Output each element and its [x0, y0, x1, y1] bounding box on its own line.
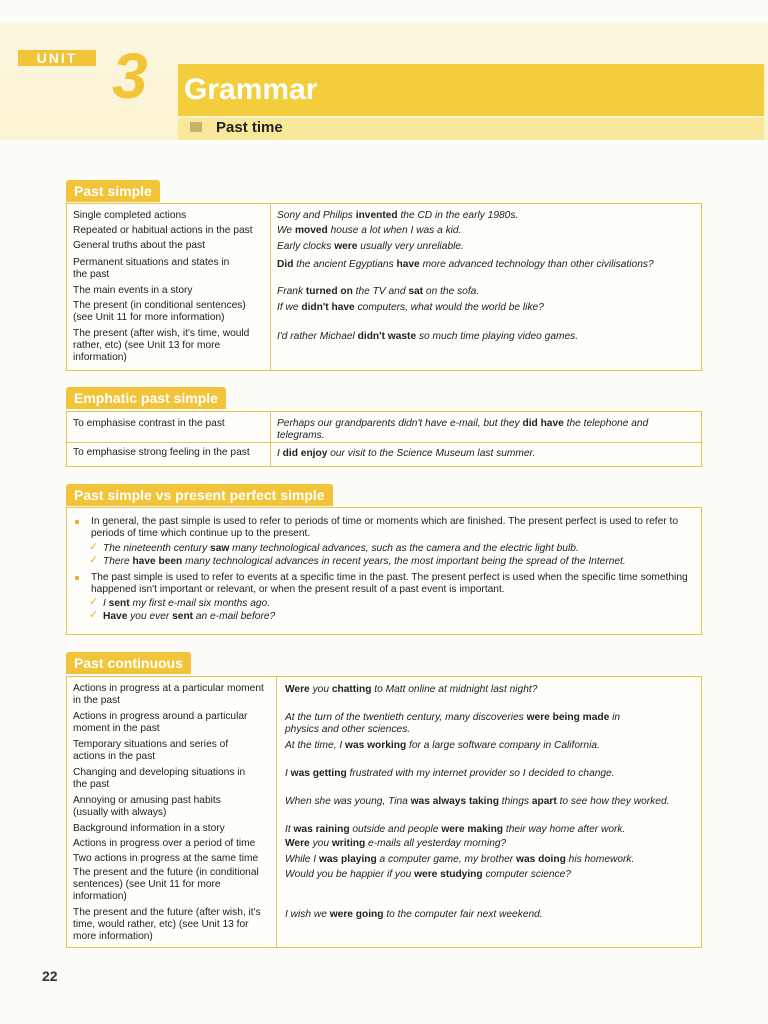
table-cell-example: I'd rather Michael didn't waste so much time playing video games.	[277, 331, 579, 342]
bullet-icon	[75, 520, 79, 524]
section-tab-past-simple: Past simple	[66, 180, 160, 202]
table-cell-example: If we didn't have computers, what would the world be like?	[277, 302, 544, 313]
table-cell-example: Were you chatting to Matt online at midnight last night?	[285, 684, 538, 695]
table-cell-example: I wish we were going to the computer fair next weekend.	[285, 909, 543, 920]
page-subtitle: Past time	[216, 119, 283, 136]
table-cell-example: Would you be happier if you were studying computer science?	[285, 869, 571, 880]
table-cell-example: I did enjoy our visit to the Science Museum last summer.	[277, 448, 536, 459]
table-cell-example: Did the ancient Egyptians have more advanced technology than other civilisations?	[277, 259, 654, 270]
table-cell-use: To emphasise contrast in the past	[73, 418, 225, 429]
vs-example-3: I sent my first e-mail six months ago.	[103, 598, 271, 609]
table-cell-example: At the turn of the twentieth century, many discoveries were being made in physics and other sciences.	[285, 712, 621, 735]
past-continuous-table	[66, 676, 702, 948]
table-cell-example: I was getting frustrated with my internet provider so I decided to change.	[285, 768, 615, 779]
check-icon: ✓	[89, 609, 99, 621]
table-cell-use: Actions in progress around a particular moment in the past	[73, 711, 248, 734]
table-cell-example: Sony and Philips invented the CD in the early 1980s.	[277, 210, 519, 221]
bullet-icon	[75, 576, 79, 580]
table-cell-use: Repeated or habitual actions in the past	[73, 225, 253, 236]
unit-label: UNIT	[18, 50, 96, 66]
table-cell-use: Background information in a story	[73, 823, 225, 834]
table-cell-use: Temporary situations and series of actions in the past	[73, 739, 229, 762]
table-cell-use: The present (in conditional sentences) (see Unit 11 for more information)	[73, 300, 246, 323]
table-cell-example: While I was playing a computer game, my brother was doing his homework.	[285, 854, 635, 865]
check-icon: ✓	[89, 541, 99, 553]
table-cell-use: General truths about the past	[73, 240, 205, 251]
check-icon: ✓	[89, 596, 99, 608]
table-cell-use: Actions in progress over a period of time	[73, 838, 256, 849]
table-cell-use: The main events in a story	[73, 285, 193, 296]
table-cell-example: Early clocks were usually very unreliable.	[277, 241, 464, 252]
table-cell-use: The present and the future (in conditional sentences) (see Unit 11 for more information)	[73, 867, 259, 902]
past-simple-table	[66, 203, 702, 371]
table-cell-example: Perhaps our grandparents didn't have e-mail, but they did have the telephone and telegrams.	[277, 418, 649, 441]
vs-box	[66, 507, 702, 635]
check-icon: ✓	[89, 554, 99, 566]
vs-example-4: Have you ever sent an e-mail before?	[103, 611, 276, 622]
table-cell-use: The present and the future (after wish, it's time, would rather, etc) (see Unit 13 for more information)	[73, 907, 261, 942]
section-tab-past-continuous: Past continuous	[66, 652, 191, 674]
vs-paragraph-1: In general, the past simple is used to refer to periods of time or moments which are finished. The present perfect is used to refer to periods of time which continue up to the present.	[91, 516, 679, 539]
vs-example-2: There have been many technological advances in recent years, the most important being the spread of the Internet.	[103, 556, 626, 567]
table-cell-example: It was raining outside and people were making their way home after work.	[285, 824, 626, 835]
table-cell-example: At the time, I was working for a large software company in California.	[285, 740, 600, 751]
table-cell-use: Single completed actions	[73, 210, 187, 221]
vs-example-1: The nineteenth century saw many technological advances, such as the camera and the electric light bulb.	[103, 543, 579, 554]
table-cell-example: Frank turned on the TV and sat on the sofa.	[277, 286, 480, 297]
table-cell-use: To emphasise strong feeling in the past	[73, 447, 250, 458]
table-cell-example: Were you writing e-mails all yesterday morning?	[285, 838, 507, 849]
page-number: 22	[42, 968, 58, 984]
section-tab-vs: Past simple vs present perfect simple	[66, 484, 333, 506]
table-cell-use: Permanent situations and states in the past	[73, 257, 230, 280]
table-cell-use: Actions in progress at a particular moment in the past	[73, 683, 264, 706]
table-cell-use: Changing and developing situations in the past	[73, 767, 246, 790]
table-cell-example: We moved house a lot when I was a kid.	[277, 225, 462, 236]
square-bullet-icon	[190, 122, 202, 132]
table-cell-use: The present (after wish, it's time, would rather, etc) (see Unit 13 for more information)	[73, 328, 250, 363]
table-cell-use: Two actions in progress at the same time	[73, 853, 259, 864]
page-title: Grammar	[184, 73, 318, 106]
section-tab-emphatic: Emphatic past simple	[66, 387, 226, 409]
vs-paragraph-2: The past simple is used to refer to events at a specific time in the past. The present perfect is used when the specific time something happened isn't important or relevant, or when the present result of a past event is important.	[91, 572, 688, 595]
table-cell-use: Annoying or amusing past habits (usually with always)	[73, 795, 221, 818]
table-cell-example: When she was young, Tina was always taking things apart to see how they worked.	[285, 796, 670, 807]
unit-number: 3	[112, 40, 148, 112]
emphatic-table	[66, 411, 702, 467]
